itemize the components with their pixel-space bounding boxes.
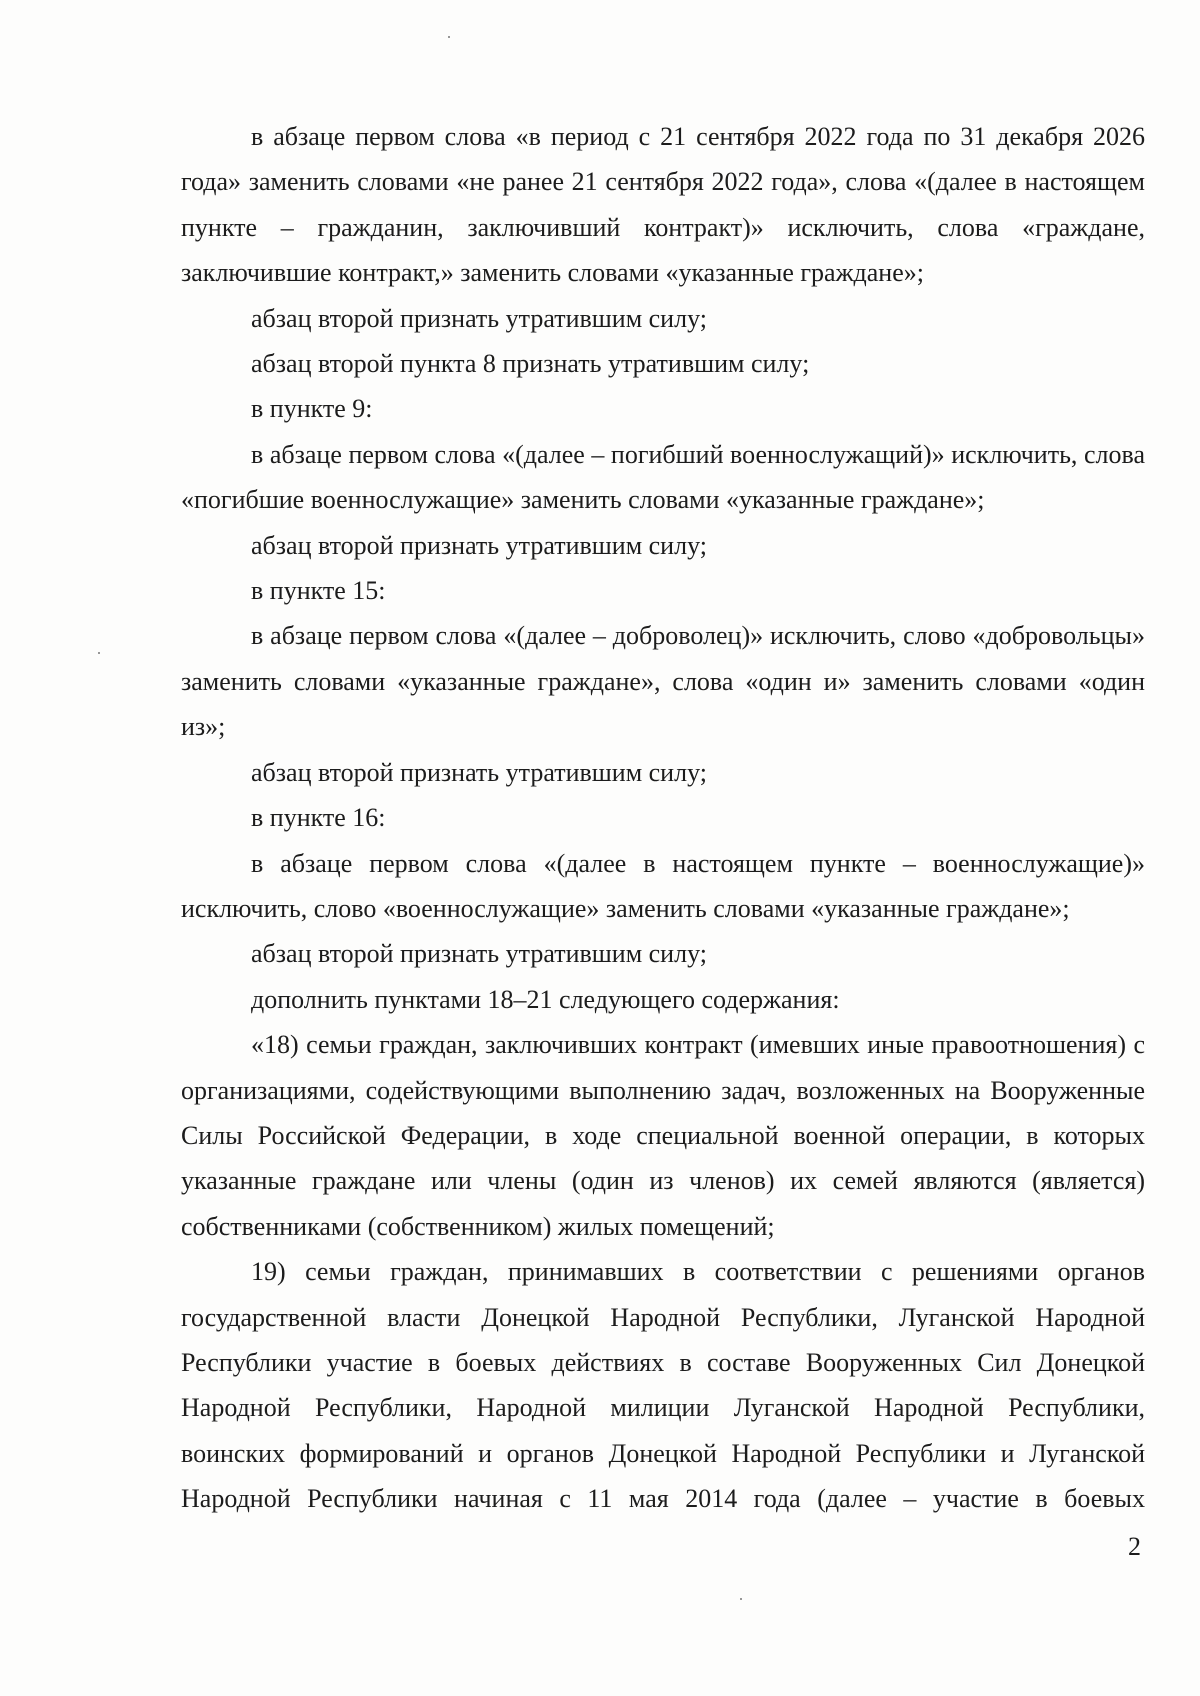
page-number: 2 bbox=[1128, 1532, 1141, 1561]
paragraph-10: в пункте 16: bbox=[251, 803, 386, 833]
paragraph-7: в пункте 15: bbox=[251, 576, 386, 606]
paragraph-6: абзац второй признать утратившим силу; bbox=[251, 530, 707, 560]
document-body bbox=[181, 114, 1145, 1522]
paragraph-3: абзац второй пункта 8 признать утратившим силу; bbox=[251, 349, 810, 379]
paragraph-2: абзац второй признать утратившим силу; bbox=[251, 303, 707, 333]
paragraph-15: 19) семьи граждан, принимавших в соответствии с решениями органов государственной власти Донецкой Народной Республики, Луганской Народной Республики участие в боевых действиях в составе Вооруженных Сил Донецкой Народной Республики, Народной милиции Луганской Народной Республики, воинских формирований и органов Донецкой Народной Республики и Луганской Народной Республики начиная с 11 мая 2014 года (далее – участие в боевых bbox=[181, 1257, 1145, 1514]
paragraph-12: абзац второй признать утратившим силу; bbox=[251, 939, 707, 969]
paragraph-9: абзац второй признать утратившим силу; bbox=[251, 757, 707, 787]
paragraph-11: в абзаце первом слова «(далее в настоящем пункте – военнослужащие)» исключить, слово «военнослужащие» заменить словами «указанные граждане»; bbox=[181, 848, 1145, 923]
scan-speck bbox=[448, 36, 450, 38]
paragraph-4: в пункте 9: bbox=[251, 394, 373, 424]
paragraph-14: «18) семьи граждан, заключивших контракт (имевших иные правоотношения) с организациями, содействующими выполнению задач, возложенных на Вооруженные Силы Российской Федерации, в ходе специальной военной операции, в которых указанные граждане или члены (один из членов) их семей являются (является) собственниками (собственником) жилых помещений; bbox=[181, 1030, 1145, 1241]
paragraph-1: в абзаце первом слова «в период с 21 сентября 2022 года по 31 декабря 2026 года» заменить словами «не ранее 21 сентября 2022 года», слова «(далее в настоящем пункте – гражданин, заключивший контракт)» исключить, слова «граждане, заключившие контракт,» заменить словами «указанные граждане»; bbox=[181, 122, 1145, 288]
scan-speck bbox=[740, 1598, 742, 1600]
paragraph-5: в абзаце первом слова «(далее – погибший военнослужащий)» исключить, слова «погибшие военнослужащие» заменить словами «указанные граждане»; bbox=[181, 439, 1145, 515]
paragraph-13: дополнить пунктами 18–21 следующего содержания: bbox=[251, 984, 840, 1014]
scan-speck bbox=[98, 652, 100, 654]
paragraph-8: в абзаце первом слова «(далее – доброволец)» исключить, слово «добровольцы» заменить словами «указанные граждане», слова «один и» заменить словами «один из»; bbox=[181, 621, 1145, 742]
